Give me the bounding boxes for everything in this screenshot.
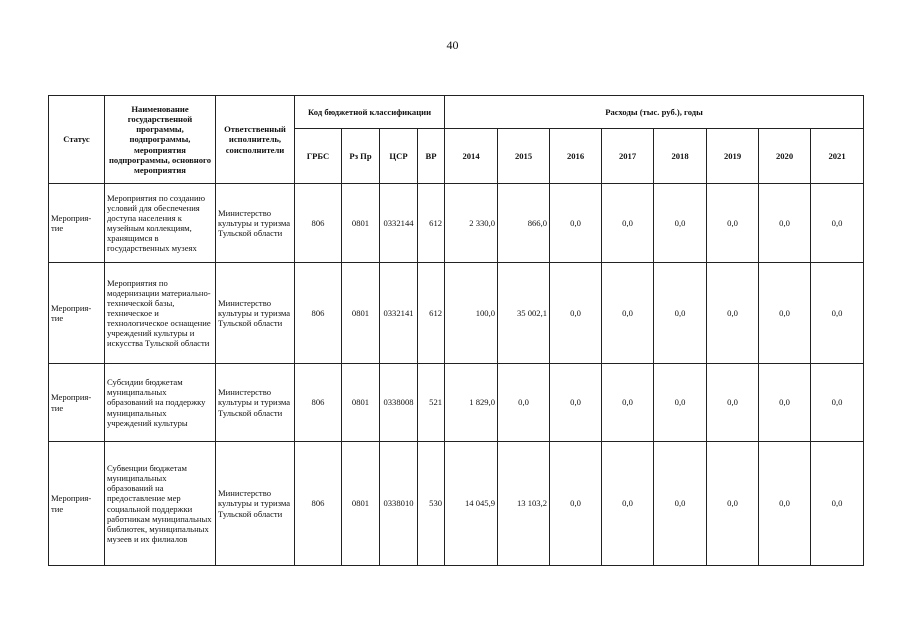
executor-cell: Министерство культуры и туризма Тульской области [216,184,295,263]
amount-2015-cell: 0,0 [498,364,550,442]
amount-2017-cell: 0,0 [602,263,654,364]
rzpr-cell: 0801 [342,184,380,263]
status-cell: Мероприя-тие [49,263,105,364]
header-grbs: ГРБС [295,129,342,184]
csr-cell: 0338008 [380,364,418,442]
amount-2021-cell: 0,0 [811,442,864,566]
header-expenses: Расходы (тыс. руб.), годы [445,96,864,129]
rzpr-cell: 0801 [342,263,380,364]
amount-2016-cell: 0,0 [550,263,602,364]
amount-2021-cell: 0,0 [811,184,864,263]
amount-2014-cell: 100,0 [445,263,498,364]
amount-2018-cell: 0,0 [654,442,707,566]
measure-name-cell: Субсидии бюджетам муниципальных образований на поддержку муниципальных учреждений культуры [105,364,216,442]
header-executor: Ответственный исполнитель, соисполнители [216,96,295,184]
measure-name-cell: Мероприятия по модернизации материально-технической базы, техническое и технологическое оснащение учреждений культуры и искусства Тульской области [105,263,216,364]
amount-2015-cell: 13 103,2 [498,442,550,566]
amount-2020-cell: 0,0 [759,263,811,364]
amount-2014-cell: 14 045,9 [445,442,498,566]
grbs-cell: 806 [295,364,342,442]
amount-2019-cell: 0,0 [707,263,759,364]
csr-cell: 0332144 [380,184,418,263]
executor-cell: Министерство культуры и туризма Тульской области [216,263,295,364]
table-row [49,184,864,263]
header-year-2018: 2018 [654,129,707,184]
header-status: Статус [49,96,105,184]
amount-2018-cell: 0,0 [654,263,707,364]
vr-cell: 530 [418,442,445,566]
amount-2016-cell: 0,0 [550,184,602,263]
header-row-top [49,96,864,129]
amount-2020-cell: 0,0 [759,364,811,442]
amount-2015-cell: 866,0 [498,184,550,263]
amount-2021-cell: 0,0 [811,263,864,364]
amount-2019-cell: 0,0 [707,442,759,566]
amount-2020-cell: 0,0 [759,442,811,566]
amount-2017-cell: 0,0 [602,364,654,442]
status-cell: Мероприя-тие [49,184,105,263]
amount-2016-cell: 0,0 [550,442,602,566]
grbs-cell: 806 [295,442,342,566]
header-name: Наименование государственной программы, подпрограммы, мероприятия подпрограммы, основного мероприятия [105,96,216,184]
header-year-2015: 2015 [498,129,550,184]
amount-2021-cell: 0,0 [811,364,864,442]
status-cell: Мероприя-тие [49,442,105,566]
amount-2014-cell: 1 829,0 [445,364,498,442]
executor-cell: Министерство культуры и туризма Тульской области [216,364,295,442]
csr-cell: 0338010 [380,442,418,566]
rzpr-cell: 0801 [342,364,380,442]
header-rzpr: Рз Пр [342,129,380,184]
grbs-cell: 806 [295,263,342,364]
header-vr: ВР [418,129,445,184]
amount-2017-cell: 0,0 [602,184,654,263]
table-row [49,364,864,442]
amount-2018-cell: 0,0 [654,364,707,442]
rzpr-cell: 0801 [342,442,380,566]
amount-2020-cell: 0,0 [759,184,811,263]
table-row [49,442,864,566]
header-budget-code: Код бюджетной классификации [295,96,445,129]
amount-2017-cell: 0,0 [602,442,654,566]
measure-name-cell: Субвенции бюджетам муниципальных образований на предоставление мер социальной поддержки работникам муниципальных библиотек, муниципальных музеев и их филиалов [105,442,216,566]
header-year-2020: 2020 [759,129,811,184]
budget-table [48,95,864,566]
header-year-2021: 2021 [811,129,864,184]
header-year-2019: 2019 [707,129,759,184]
header-year-2014: 2014 [445,129,498,184]
measure-name-cell: Мероприятия по созданию условий для обеспечения доступа населения к музейным коллекциям, хранящимся в государственных музеях [105,184,216,263]
status-cell: Мероприя-тие [49,364,105,442]
csr-cell: 0332141 [380,263,418,364]
header-year-2017: 2017 [602,129,654,184]
vr-cell: 521 [418,364,445,442]
grbs-cell: 806 [295,184,342,263]
page-number: 40 [446,38,459,52]
vr-cell: 612 [418,263,445,364]
amount-2019-cell: 0,0 [707,364,759,442]
table-row [49,263,864,364]
amount-2018-cell: 0,0 [654,184,707,263]
vr-cell: 612 [418,184,445,263]
amount-2015-cell: 35 002,1 [498,263,550,364]
executor-cell: Министерство культуры и туризма Тульской области [216,442,295,566]
amount-2019-cell: 0,0 [707,184,759,263]
header-csr: ЦСР [380,129,418,184]
amount-2014-cell: 2 330,0 [445,184,498,263]
amount-2016-cell: 0,0 [550,364,602,442]
header-year-2016: 2016 [550,129,602,184]
